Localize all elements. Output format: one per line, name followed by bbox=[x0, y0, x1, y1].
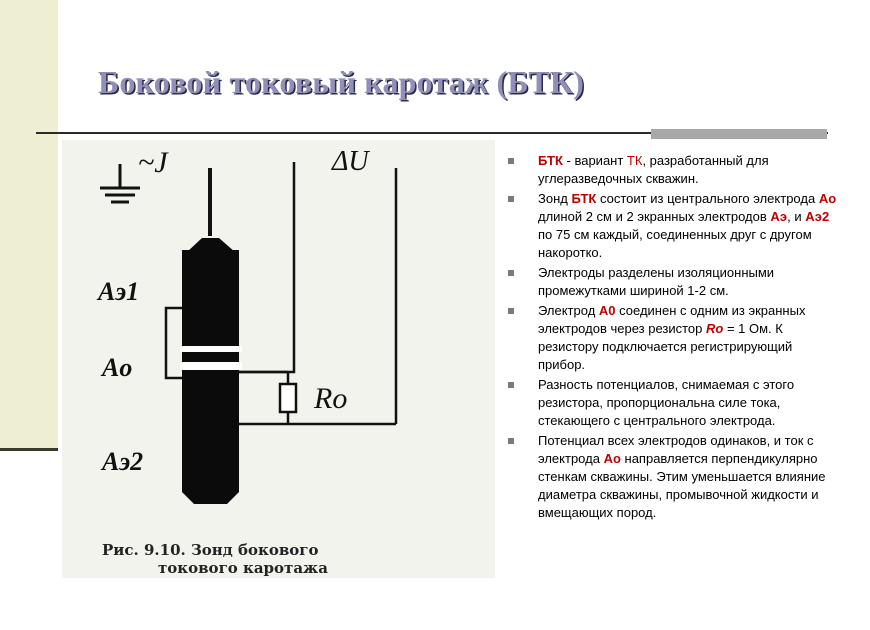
bullet-text-run: Электроды разделены изоляционными промежутками шириной 1-2 см. bbox=[538, 265, 775, 298]
bullet-text-run: Ао bbox=[603, 451, 621, 466]
label-potential: ΔU bbox=[332, 146, 369, 177]
bullet-text-run: Разность потенциалов, снимаемая с этого резистора, пропорциональна силе тока, стекающего с центрального электрода. bbox=[538, 377, 795, 428]
left-decor-line bbox=[0, 448, 58, 451]
bullet-square-icon bbox=[508, 158, 514, 164]
bullet-square-icon bbox=[508, 270, 514, 276]
bullet-text-run: Ао bbox=[818, 191, 837, 206]
bullet-text-run: Ro bbox=[705, 321, 724, 336]
bullet-text-run: , и bbox=[787, 209, 806, 224]
label-a0: Ao bbox=[102, 353, 133, 382]
label-r0: Ro bbox=[314, 382, 348, 415]
label-current: ~J bbox=[138, 146, 168, 179]
bullet-text-run: - вариант bbox=[562, 153, 627, 168]
bullet-text-run: Потенциал всех электродов одинаков, и ток с электрода bbox=[538, 433, 814, 466]
electrode-a0 bbox=[182, 352, 239, 362]
bullet-square-icon bbox=[508, 308, 514, 314]
bullet-text-run: Электрод bbox=[538, 303, 599, 318]
label-ae2: Aэ2 bbox=[102, 447, 144, 476]
bullet-text-run: Зонд bbox=[538, 191, 572, 206]
bullet-square-icon bbox=[508, 438, 514, 444]
bullet-item bbox=[508, 264, 838, 300]
left-decor-band bbox=[0, 0, 58, 448]
resistor-r0 bbox=[280, 384, 296, 412]
bullet-text bbox=[538, 377, 794, 428]
bullet-text-run: БТК bbox=[571, 191, 597, 206]
probe-top-cap bbox=[187, 238, 235, 252]
bullet-text-run: Аэ2 bbox=[805, 209, 830, 224]
bullet-square-icon bbox=[508, 382, 514, 388]
bullet-text-run: направляется перпендикулярно стенкам скважины. Этим уменьшается влияние диаметра скважины, промывочной жидкости и вмещающих пород. bbox=[538, 451, 826, 520]
insulator-lower bbox=[180, 362, 242, 370]
bullet-square-icon bbox=[508, 196, 514, 202]
bullet-text-run: по 75 см каждый, соединенных друг с другом накоротко. bbox=[538, 227, 812, 260]
insulator-upper bbox=[180, 346, 242, 352]
electrode-ae2 bbox=[182, 370, 239, 492]
bullet-item bbox=[508, 302, 838, 374]
bullet-list bbox=[508, 152, 838, 524]
caption-line1: Рис. 9.10. Зонд бокового bbox=[102, 541, 319, 559]
bullet-text bbox=[538, 303, 805, 372]
bullet-text-run: БТК bbox=[538, 153, 563, 168]
bullet-text-run: ТК bbox=[626, 153, 643, 168]
bullet-text bbox=[538, 265, 774, 298]
bullet-item bbox=[508, 376, 838, 430]
bullet-text bbox=[538, 433, 826, 520]
electrode-ae1 bbox=[182, 250, 239, 346]
bullet-text-run: длиной 2 см и 2 экранных электродов bbox=[538, 209, 771, 224]
bullet-text bbox=[538, 153, 769, 186]
title-rule-accent bbox=[651, 129, 827, 139]
bullet-text-run: Аэ bbox=[770, 209, 788, 224]
probe-diagram bbox=[62, 140, 495, 578]
slide-title: Боковой токовый каротаж (БТК) bbox=[98, 64, 585, 100]
bullet-text-run: = 1 Ом. К резистору подключается регистрирующий прибор. bbox=[538, 321, 793, 372]
bullet-text-run: состоит из центрального электрода bbox=[596, 191, 819, 206]
probe-figure bbox=[62, 140, 495, 578]
probe-bottom-cap bbox=[182, 492, 239, 504]
caption-line2: токового каротажа bbox=[158, 559, 328, 577]
bullet-text-run: соединен с одним из экранных электродов через резистор bbox=[538, 303, 806, 336]
bullet-text-run: , разработанный для углеразведочных скважин. bbox=[538, 153, 769, 186]
bullet-item bbox=[508, 152, 838, 188]
bullet-text-run: А0 bbox=[598, 303, 616, 318]
bullet-item bbox=[508, 432, 838, 522]
ground-symbol bbox=[100, 164, 140, 202]
bullet-item bbox=[508, 190, 838, 262]
label-ae1: Aэ1 bbox=[98, 277, 140, 306]
bullet-text bbox=[538, 191, 836, 260]
